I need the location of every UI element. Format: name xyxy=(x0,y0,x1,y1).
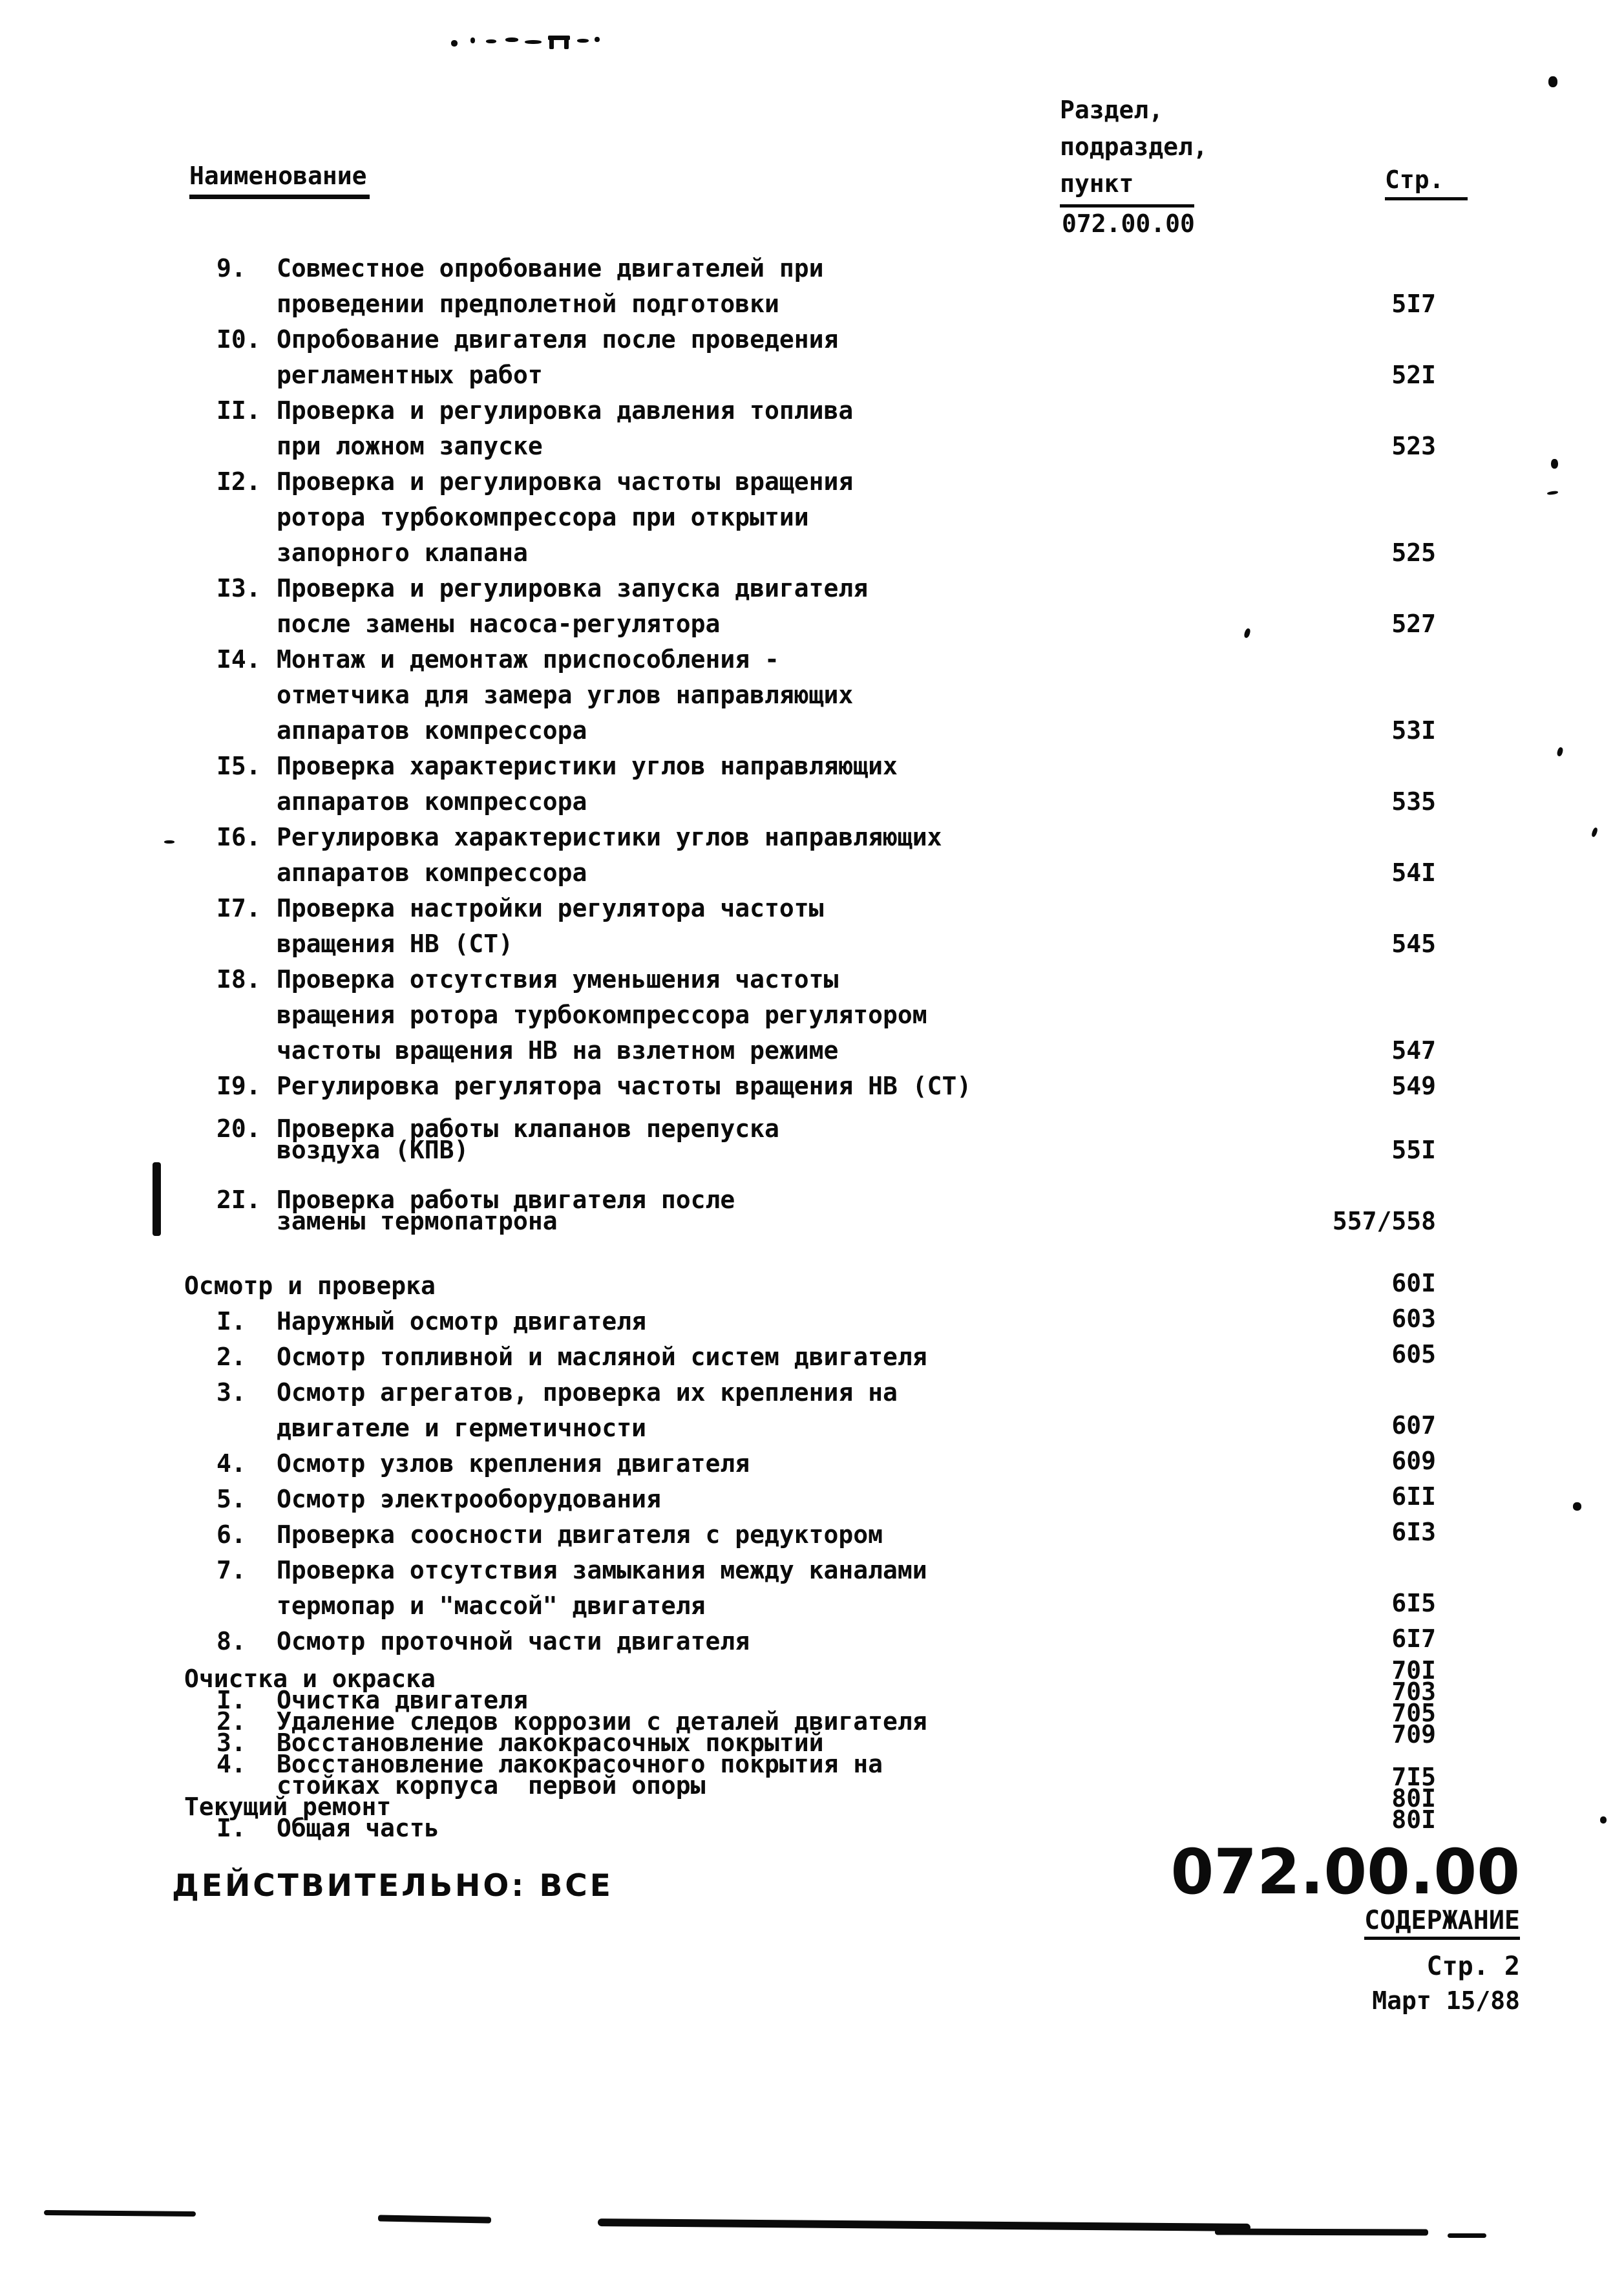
toc-line: Опробование двигателя после проведения xyxy=(277,325,839,354)
toc-page-number: 5I7 xyxy=(1391,290,1436,318)
toc-entry-number: 3. xyxy=(216,1378,246,1407)
toc-page-number: 6I5 xyxy=(1391,1589,1436,1617)
toc-entry-number: I6. xyxy=(216,823,261,851)
toc-line: Проверка работы клапанов перепуска xyxy=(277,1114,779,1143)
toc-line: Проверка отсутствия уменьшения частоты xyxy=(277,965,839,994)
toc-line: стойках корпуса первой опоры xyxy=(277,1771,706,1800)
toc-line: Проверка и регулировка частоты вращения xyxy=(277,467,854,496)
toc-entry xyxy=(162,464,1449,571)
toc-section-title: Очистка и окраска xyxy=(184,1665,436,1693)
toc-page-number: 709 xyxy=(1391,1720,1436,1749)
toc-line: аппаратов компрессора xyxy=(277,787,587,816)
toc-page-number: 549 xyxy=(1391,1072,1436,1100)
toc-page-number: 53I xyxy=(1391,716,1436,745)
toc-entry xyxy=(162,393,1449,464)
toc-entry xyxy=(162,1482,1449,1517)
toc-line: Регулировка характеристики углов направляющих xyxy=(277,823,942,851)
toc-line: Проверка и регулировка запуска двигателя xyxy=(277,574,869,602)
toc-line: аппаратов компрессора xyxy=(277,858,587,887)
toc-section-title: Осмотр и проверка xyxy=(184,1271,436,1300)
toc-line: после замены насоса-регулятора xyxy=(277,610,721,638)
footer-page-label: Стр. 2 xyxy=(1426,1952,1520,1981)
column-header-reference xyxy=(1060,92,1208,207)
toc-page-number: 557/558 xyxy=(1332,1207,1436,1235)
toc-line: замены термопатрона xyxy=(277,1207,558,1235)
toc-entry xyxy=(162,891,1449,962)
toc-entry-number: 20. xyxy=(216,1114,261,1143)
toc-entry xyxy=(162,251,1449,322)
column-header-page: Стр. xyxy=(1385,165,1468,200)
toc-entry-number: I8. xyxy=(216,965,261,994)
toc-line: Проверка работы двигателя после xyxy=(277,1186,735,1214)
toc-entry xyxy=(162,749,1449,820)
toc-entry-number: 3. xyxy=(216,1729,246,1757)
toc-line: воздуха (КПВ) xyxy=(277,1136,469,1164)
footer-date-label: Март 15/88 xyxy=(1372,1986,1520,2015)
toc-page-number: 605 xyxy=(1391,1340,1436,1368)
toc-line: Осмотр топливной и масляной систем двигателя xyxy=(277,1343,927,1371)
toc-line: Наружный осмотр двигателя xyxy=(277,1307,646,1335)
ref-header-line2: подраздел, xyxy=(1060,133,1208,161)
toc-entry-number: 6. xyxy=(216,1520,246,1549)
toc-entry xyxy=(162,1069,1449,1104)
toc-entry xyxy=(162,1114,1449,1164)
toc-entry xyxy=(162,322,1449,393)
footer-section-title: СОДЕРЖАНИЕ xyxy=(1364,1906,1520,1940)
toc-entry-number: I3. xyxy=(216,574,261,602)
toc-page-number: 6I7 xyxy=(1391,1624,1436,1653)
toc-line: вращения НВ (СТ) xyxy=(277,930,514,958)
ref-header-line3: пункт xyxy=(1060,165,1194,207)
toc-line: частоты вращения НВ на взлетном режиме xyxy=(277,1036,839,1065)
toc-page-number: 52I xyxy=(1391,361,1436,389)
toc-entry-number: I5. xyxy=(216,752,261,780)
toc-entry xyxy=(162,642,1449,749)
toc-line: Проверка характеристики углов направляющих xyxy=(277,752,898,780)
toc-entry-number: I0. xyxy=(216,325,261,354)
toc-page-number: 55I xyxy=(1391,1136,1436,1164)
column-header-name: Наименование xyxy=(189,162,370,199)
toc-line: Очистка двигателя xyxy=(277,1686,528,1714)
toc-line: Восстановление лакокрасочных покрытий xyxy=(277,1729,824,1757)
toc-line: ротора турбокомпрессора при открытии xyxy=(277,503,809,531)
toc-line: регламентных работ xyxy=(277,361,543,389)
toc-entry xyxy=(162,571,1449,642)
toc-page-number: 80I xyxy=(1391,1805,1436,1834)
toc-page-number: 603 xyxy=(1391,1304,1436,1333)
footer-block xyxy=(1170,1836,1520,2015)
toc-line: Восстановление лакокрасочного покрытия на xyxy=(277,1750,883,1778)
toc-entry xyxy=(162,1186,1449,1235)
toc-line: запорного клапана xyxy=(277,538,528,567)
toc-entry-number: I. xyxy=(216,1307,246,1335)
toc-entry xyxy=(162,1446,1449,1482)
toc-page-number: 6I3 xyxy=(1391,1518,1436,1546)
toc-entry-number: I7. xyxy=(216,894,261,922)
toc-line: Осмотр агрегатов, проверка их крепления на xyxy=(277,1378,898,1407)
toc-line: Совместное опробование двигателей при xyxy=(277,254,824,282)
toc-line: Общая часть xyxy=(277,1814,439,1842)
toc-page-number: 705 xyxy=(1391,1699,1436,1727)
toc-line: Регулировка регулятора частоты вращения НВ (СТ) xyxy=(277,1072,972,1100)
toc-line: при ложном запуске xyxy=(277,432,543,460)
toc-entry-number: I4. xyxy=(216,645,261,674)
toc-entry-number: 4. xyxy=(216,1750,246,1778)
toc-line: Проверка и регулировка давления топлива xyxy=(277,396,854,425)
toc-page-number: 547 xyxy=(1391,1036,1436,1065)
table-of-contents xyxy=(162,251,1449,1842)
toc-line: Осмотр электрооборудования xyxy=(277,1485,661,1513)
change-bar xyxy=(153,1162,161,1236)
toc-line: Осмотр узлов крепления двигателя xyxy=(277,1449,750,1478)
toc-line: Осмотр проточной части двигателя xyxy=(277,1627,750,1655)
toc-line: Удаление следов коррозии с деталей двигателя xyxy=(277,1707,927,1736)
toc-entry-number: I9. xyxy=(216,1072,261,1100)
toc-line: двигателе и герметичности xyxy=(277,1414,646,1442)
toc-page-number: 703 xyxy=(1391,1677,1436,1706)
toc-entry xyxy=(162,1375,1449,1446)
toc-line: отметчика для замера углов направляющих xyxy=(277,681,854,709)
toc-page-number: 525 xyxy=(1391,538,1436,567)
toc-page-number: 70I xyxy=(1391,1656,1436,1685)
toc-entry-number: 2I. xyxy=(216,1186,261,1214)
toc-line: вращения ротора турбокомпрессора регулятором xyxy=(277,1001,927,1029)
toc-entry-number: 7. xyxy=(216,1556,246,1584)
toc-entry-number: I. xyxy=(216,1814,246,1842)
toc-entry xyxy=(162,1624,1449,1659)
toc-entry-number: I2. xyxy=(216,467,261,496)
toc-entry-number: I. xyxy=(216,1686,246,1714)
section-code: 072.00.00 xyxy=(1062,209,1195,238)
applicability-note: ДЕЙСТВИТЕЛЬНО: ВСЕ xyxy=(172,1868,613,1904)
toc-line: Проверка соосности двигателя с редуктором xyxy=(277,1520,883,1549)
toc-line: проведении предполетной подготовки xyxy=(277,290,779,318)
toc-entry-number: II. xyxy=(216,396,261,425)
toc-line: термопар и "массой" двигателя xyxy=(277,1591,706,1620)
toc-line: Проверка отсутствия замыкания между каналами xyxy=(277,1556,927,1584)
toc-page-number: 535 xyxy=(1391,787,1436,816)
toc-line: Проверка настройки регулятора частоты xyxy=(277,894,824,922)
toc-line: аппаратов компрессора xyxy=(277,716,587,745)
toc-entry-number: 2. xyxy=(216,1343,246,1371)
toc-page-number: 60I xyxy=(1391,1269,1436,1297)
toc-entry-number: 9. xyxy=(216,254,246,282)
toc-entry xyxy=(162,962,1449,1069)
ref-header-line1: Раздел, xyxy=(1060,96,1164,124)
toc-entry xyxy=(162,1304,1449,1339)
toc-entry xyxy=(162,820,1449,891)
toc-entry xyxy=(162,1517,1449,1553)
toc-entry-number: 5. xyxy=(216,1485,246,1513)
toc-entry xyxy=(162,1339,1449,1375)
toc-section-header xyxy=(162,1268,1449,1304)
footer-doc-code: 072.00.00 xyxy=(1170,1836,1520,1908)
toc-page-number: 527 xyxy=(1391,610,1436,638)
toc-page-number: 7I5 xyxy=(1391,1763,1436,1791)
toc-page-number: 6II xyxy=(1391,1482,1436,1511)
toc-page-number: 54I xyxy=(1391,858,1436,887)
toc-page-number: 609 xyxy=(1391,1447,1436,1475)
toc-entry-number: 2. xyxy=(216,1707,246,1736)
toc-line: Монтаж и демонтаж приспособления - xyxy=(277,645,779,674)
toc-entry xyxy=(162,1553,1449,1624)
toc-entry-number: 8. xyxy=(216,1627,246,1655)
toc-entry-number: 4. xyxy=(216,1449,246,1478)
toc-page-number: 545 xyxy=(1391,930,1436,958)
toc-section-title: Текущий ремонт xyxy=(184,1792,392,1821)
toc-page-number: 80I xyxy=(1391,1784,1436,1813)
toc-page-number: 607 xyxy=(1391,1411,1436,1440)
toc-page-number: 523 xyxy=(1391,432,1436,460)
